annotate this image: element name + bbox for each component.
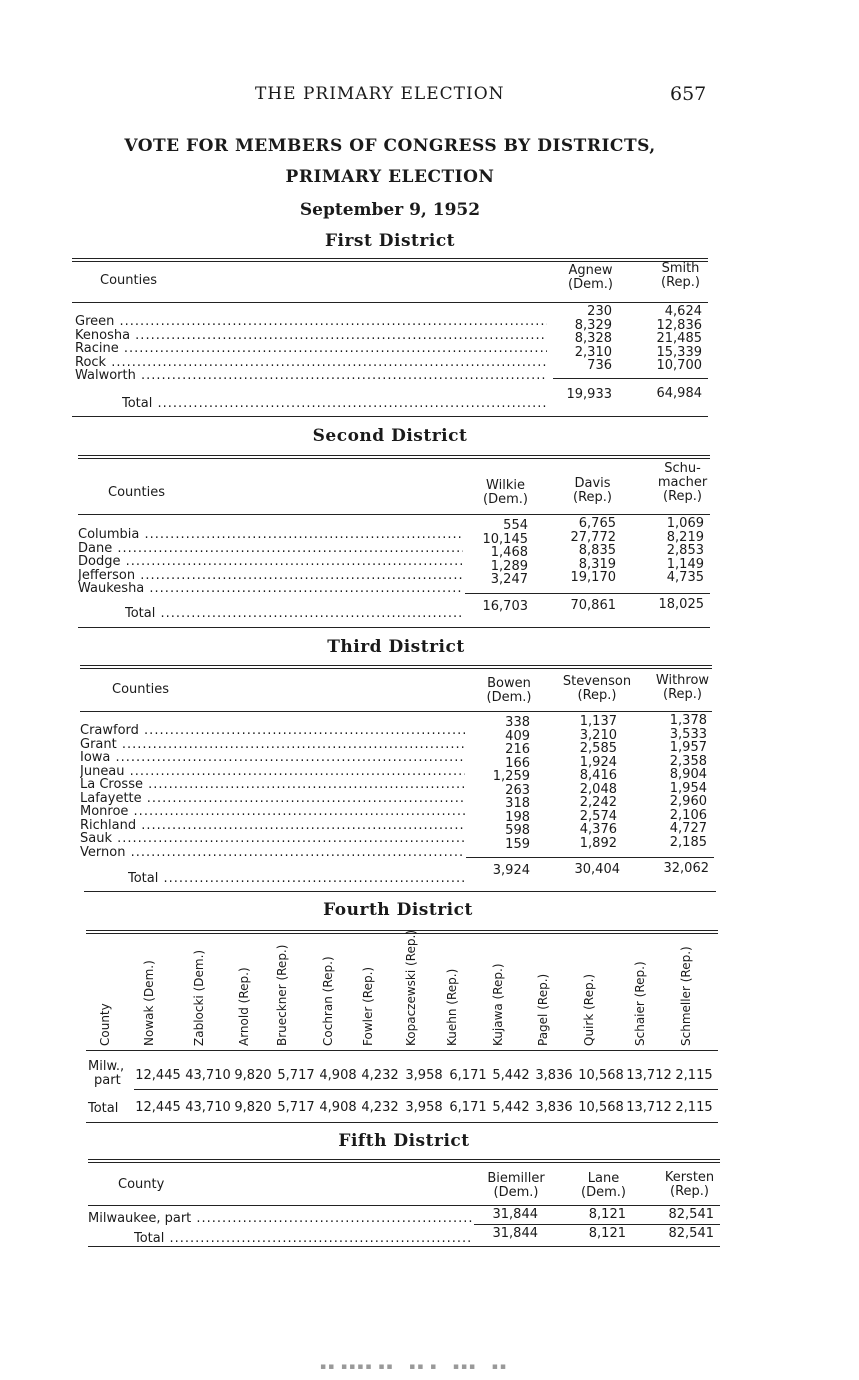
candidate-header: Wilkie (Dem.) bbox=[483, 478, 528, 507]
candidate-header: Zablocki (Dem.) bbox=[192, 949, 206, 1046]
vote-cell: 3,836 bbox=[535, 1068, 573, 1083]
total-cell: 5,442 bbox=[492, 1100, 530, 1115]
candidate-header: Nowak (Dem.) bbox=[142, 960, 156, 1046]
vote-cell: 2,115 bbox=[675, 1068, 713, 1083]
candidate-header: Schmeller (Rep.) bbox=[679, 946, 693, 1046]
total-value: 16,703 bbox=[482, 599, 528, 614]
header-counties: Counties bbox=[100, 273, 157, 288]
total-cell: 3,836 bbox=[535, 1100, 573, 1115]
vote-cell: 4,232 bbox=[361, 1068, 399, 1083]
votes-column: 4,624 12,836 21,485 15,339 10,700 bbox=[656, 304, 702, 373]
candidate-header: Kuehn (Rep.) bbox=[445, 968, 459, 1046]
running-head: THE PRIMARY ELECTION bbox=[255, 84, 505, 104]
votes-column: 554 10,145 1,468 1,289 3,247 bbox=[482, 518, 528, 587]
candidate-header: Kersten (Rep.) bbox=[664, 1170, 715, 1199]
candidate-header: Schaier (Rep.) bbox=[633, 961, 647, 1046]
county-name: Waukesha ..... bbox=[78, 582, 463, 596]
county-name: Walworth ..... bbox=[75, 369, 547, 383]
vote-cell: 5,717 bbox=[277, 1068, 315, 1083]
county-name: La Crosse ..... bbox=[80, 778, 465, 792]
county-name: Columbia ..... bbox=[78, 528, 463, 542]
votes-column: 230 8,329 8,328 2,310 736 bbox=[574, 304, 612, 373]
third-district-title: Third District bbox=[327, 637, 465, 657]
county-name: Monroe ..... bbox=[80, 805, 465, 819]
total-cell: 12,445 bbox=[135, 1100, 181, 1115]
total-label: Total ..... bbox=[122, 396, 547, 411]
vote-cell: 43,710 bbox=[185, 1068, 231, 1083]
page-number: 657 bbox=[670, 83, 707, 105]
total-cell: 4,232 bbox=[361, 1100, 399, 1115]
total-value: 70,861 bbox=[570, 598, 616, 613]
total-value: 19,933 bbox=[566, 387, 612, 402]
second-district-title: Second District bbox=[312, 426, 468, 446]
candidate-header: Brueckner (Rep.) bbox=[275, 944, 289, 1046]
votes-column: 1,137 3,210 2,585 1,924 8,416 2,048 2,242 2,574 4,376 1,892 bbox=[579, 714, 617, 851]
header-counties: Counties bbox=[112, 682, 169, 697]
total-cell: 2,115 bbox=[675, 1100, 713, 1115]
fourth-district-title: Fourth District bbox=[323, 900, 473, 920]
candidate-header: Bowen (Dem.) bbox=[486, 676, 532, 705]
county-name: Vernon ..... bbox=[80, 846, 465, 860]
total-cell: 6,171 bbox=[449, 1100, 487, 1115]
total-value: 3,924 bbox=[492, 863, 530, 878]
votes-column: 8,121 bbox=[588, 1207, 626, 1222]
candidate-header: Agnew (Dem.) bbox=[568, 263, 613, 292]
votes-column: 1,069 8,219 2,853 1,149 4,735 bbox=[666, 516, 704, 585]
county-name: Richland ..... bbox=[80, 819, 465, 833]
county-list bbox=[75, 315, 547, 383]
total-label: Total ..... bbox=[128, 871, 466, 886]
county-name: Dodge ..... bbox=[78, 555, 463, 569]
header-county: County bbox=[98, 1003, 112, 1046]
candidate-header: Fowler (Rep.) bbox=[361, 966, 375, 1046]
votes-column: 338 409 216 166 1,259 263 318 198 598 159 bbox=[492, 715, 530, 852]
candidate-header: Withrow (Rep.) bbox=[655, 673, 710, 702]
candidate-header: Biemiller (Dem.) bbox=[487, 1171, 545, 1200]
county-name: Sauk ..... bbox=[80, 832, 465, 846]
candidate-header: Kujawa (Rep.) bbox=[491, 963, 505, 1046]
vote-cell: 5,442 bbox=[492, 1068, 530, 1083]
vote-cell: 13,712 bbox=[626, 1068, 672, 1083]
votes-column: 1,378 3,533 1,957 2,358 8,904 1,954 2,960 2,106 4,727 2,185 bbox=[669, 713, 707, 850]
candidate-header: Kopaczewski (Rep.) bbox=[404, 929, 418, 1046]
county-name: Kenosha ..... bbox=[75, 329, 547, 343]
vote-cell: 9,820 bbox=[234, 1068, 272, 1083]
votes-column: 6,765 27,772 8,835 8,319 19,170 bbox=[570, 516, 616, 585]
total-value: 8,121 bbox=[588, 1226, 626, 1241]
county-name: Rock ..... bbox=[75, 356, 547, 370]
candidate-header: Smith (Rep.) bbox=[661, 261, 700, 290]
page-subtitle: PRIMARY ELECTION bbox=[285, 167, 495, 187]
total-value: 32,062 bbox=[663, 861, 709, 876]
first-district-title: First District bbox=[324, 231, 456, 251]
votes-column: 31,844 bbox=[492, 1207, 538, 1222]
vote-cell: 6,171 bbox=[449, 1068, 487, 1083]
total-label: Total ..... bbox=[134, 1231, 473, 1246]
page-artifact: ▪▪ ▪▪▪▪ ▪▪ ▪▪ ▪ ▪▪▪ ▪▪ bbox=[320, 1362, 508, 1372]
header-counties: Counties bbox=[108, 485, 165, 500]
total-cell: 9,820 bbox=[234, 1100, 272, 1115]
county-name: Lafayette ..... bbox=[80, 792, 465, 806]
county-list bbox=[88, 1212, 473, 1226]
county-name: Dane ..... bbox=[78, 542, 463, 556]
total-value: 64,984 bbox=[656, 386, 702, 401]
election-date: September 9, 1952 bbox=[299, 200, 481, 220]
county-name: Grant ..... bbox=[80, 738, 465, 752]
row-label: Milw., part bbox=[88, 1059, 125, 1088]
county-name: Racine ..... bbox=[75, 342, 547, 356]
total-cell: 13,712 bbox=[626, 1100, 672, 1115]
candidate-header: Quirk (Rep.) bbox=[582, 973, 596, 1046]
votes-column: 82,541 bbox=[668, 1207, 714, 1222]
candidate-header: Lane (Dem.) bbox=[581, 1171, 626, 1200]
total-label: Total bbox=[88, 1101, 119, 1116]
total-cell: 4,908 bbox=[319, 1100, 357, 1115]
total-value: 31,844 bbox=[492, 1226, 538, 1241]
candidate-header: Davis (Rep.) bbox=[573, 476, 612, 505]
total-cell: 5,717 bbox=[277, 1100, 315, 1115]
candidate-header: Schu- macher (Rep.) bbox=[657, 461, 708, 504]
fifth-district-title: Fifth District bbox=[338, 1131, 470, 1151]
candidate-header: Pagel (Rep.) bbox=[536, 973, 550, 1046]
county-list bbox=[78, 528, 463, 596]
page-title: VOTE FOR MEMBERS OF CONGRESS BY DISTRICTS, bbox=[124, 136, 656, 156]
county-name: Milwaukee, part ..... bbox=[88, 1212, 473, 1226]
county-name: Green ..... bbox=[75, 315, 547, 329]
county-name: Jefferson ..... bbox=[78, 569, 463, 583]
county-name: Iowa ..... bbox=[80, 751, 465, 765]
candidate-header: Cochran (Rep.) bbox=[321, 956, 335, 1046]
total-cell: 10,568 bbox=[578, 1100, 624, 1115]
total-label: Total ..... bbox=[125, 606, 463, 621]
total-value: 30,404 bbox=[574, 862, 620, 877]
county-name: Crawford ..... bbox=[80, 724, 465, 738]
total-value: 18,025 bbox=[658, 597, 704, 612]
candidate-header: Stevenson (Rep.) bbox=[562, 674, 632, 703]
county-list bbox=[80, 724, 465, 859]
vote-cell: 10,568 bbox=[578, 1068, 624, 1083]
vote-cell: 4,908 bbox=[319, 1068, 357, 1083]
header-county: County bbox=[118, 1177, 165, 1192]
total-cell: 43,710 bbox=[185, 1100, 231, 1115]
total-value: 82,541 bbox=[668, 1226, 714, 1241]
vote-cell: 3,958 bbox=[405, 1068, 443, 1083]
total-cell: 3,958 bbox=[405, 1100, 443, 1115]
candidate-header: Arnold (Rep.) bbox=[237, 967, 251, 1046]
vote-cell: 12,445 bbox=[135, 1068, 181, 1083]
county-name: Juneau ..... bbox=[80, 765, 465, 779]
